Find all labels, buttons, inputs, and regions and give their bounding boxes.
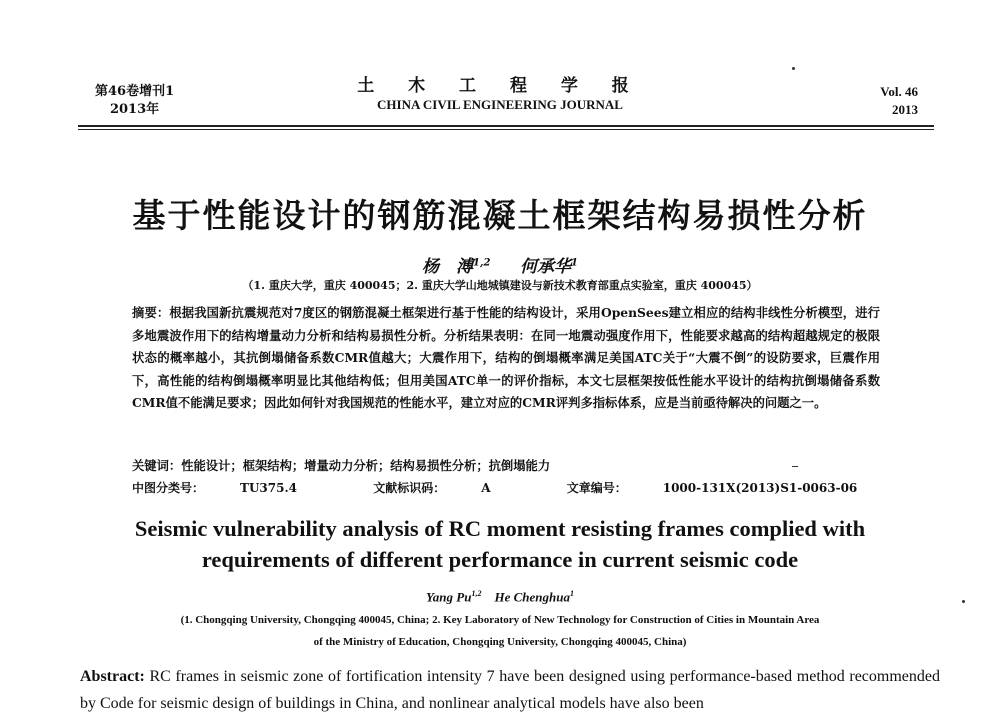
author-2-en-affil: 1 <box>569 589 574 598</box>
author-2-cn: 何承华 <box>520 257 572 277</box>
abstract-cn-text: 根据我国新抗震规范对7度区的钢筋混凝土框架进行基于性能的结构设计，采用OpenSees建立相应的结构非线性分析模型，进行多地震波作用下的结构增量动力分析和结构易损性分析。分析结果表明：在同一地震动强度作用下，性能要求越高的结构超越规定的极限状态的概率越小，其抗倒塌储备系数CMR值越大；大震作用下，结构的倒塌概率满足美国ATC关于“大震不倒”的设防要求，巨震作用下，高性能的结构倒塌概率明显比其他结构低；但用美国ATC单一的评价指标，本文七层框架按低性能水平设计的结构抗倒塌储备系数CMR值不能满足要求；因此如何针对我国规范的性能水平，建立对应的CMR评判多指标体系，应是当前亟待解决的问题之一。 <box>132 305 880 410</box>
author-1-cn: 杨 溥 <box>422 257 474 277</box>
scan-mark <box>792 466 798 467</box>
year-cn: 2013年 <box>109 102 160 117</box>
scan-speck-2 <box>962 600 965 603</box>
keywords-cn-text: 性能设计；框架结构；增量动力分析；结构易损性分析；抗倒塌能力 <box>181 458 551 473</box>
header-rule-thin <box>78 129 934 130</box>
affiliation-en-line1: (1. Chongqing University, Chongqing 400045, China; 2. Key Laboratory of New Technology for Construction of Cities in Mountain Area <box>180 614 820 626</box>
authors-en <box>0 589 1000 605</box>
author-1-en: Yang Pu <box>426 589 472 605</box>
author-1-cn-affil: 1,2 <box>473 257 491 269</box>
affiliation-en-line2: of the Ministry of Education, Chongqing University, Chongqing 400045, China) <box>313 636 687 648</box>
paper-title-en-line2: requirements of different performance in current seismic code <box>201 547 799 572</box>
paper-title-cn: 基于性能设计的钢筋混凝土框架结构易损性分析 <box>132 196 868 235</box>
abstract-en-label: Abstract: <box>80 668 145 685</box>
header-rule-thick <box>78 125 934 127</box>
author-2-en: He Chenghua <box>494 589 570 605</box>
author-2-cn-affil: 1 <box>571 257 578 269</box>
author-1-en-affil: 1,2 <box>471 589 482 598</box>
header-left <box>95 83 174 119</box>
classification-line <box>132 479 929 496</box>
header-right <box>880 83 918 119</box>
affiliation-en <box>0 609 1000 653</box>
year-en: 2013 <box>892 102 918 117</box>
abstract-en <box>80 663 940 717</box>
clc-number: 中图分类号： TU375.4 <box>132 481 297 495</box>
scan-speck <box>792 67 795 70</box>
journal-name-cn: 土 木 工 程 学 报 <box>357 76 643 96</box>
affiliation-cn: （1. 重庆大学，重庆 400045；2. 重庆大学山地城镇建设与新技术教育部重点实验室，重庆 400045） <box>242 279 758 292</box>
header-center <box>300 77 700 114</box>
paper-title-en-line1: Seismic vulnerability analysis of RC moment resisting frames complied with <box>134 516 866 541</box>
volume-en: Vol. 46 <box>880 84 918 99</box>
paper-title-en <box>0 513 1000 575</box>
document-code: 文献标识码： A <box>373 481 491 495</box>
journal-name-en: CHINA CIVIL ENGINEERING JOURNAL <box>377 97 623 112</box>
abstract-cn <box>132 302 880 415</box>
keywords-cn-label: 关键词： <box>132 458 182 473</box>
abstract-en-text: RC frames in seismic zone of fortification intensity 7 have been designed using performance-based method recommended by Code for seismic design of buildings in China, and nonlinear analytical models have also been <box>80 668 940 712</box>
volume-issue: 第46卷增刊1 <box>95 84 175 99</box>
abstract-cn-label: 摘要： <box>132 305 170 320</box>
article-number: 文章编号： 1000-131X(2013)S1-0063-06 <box>566 481 858 495</box>
keywords-cn <box>132 456 550 474</box>
authors-cn <box>0 252 1000 277</box>
